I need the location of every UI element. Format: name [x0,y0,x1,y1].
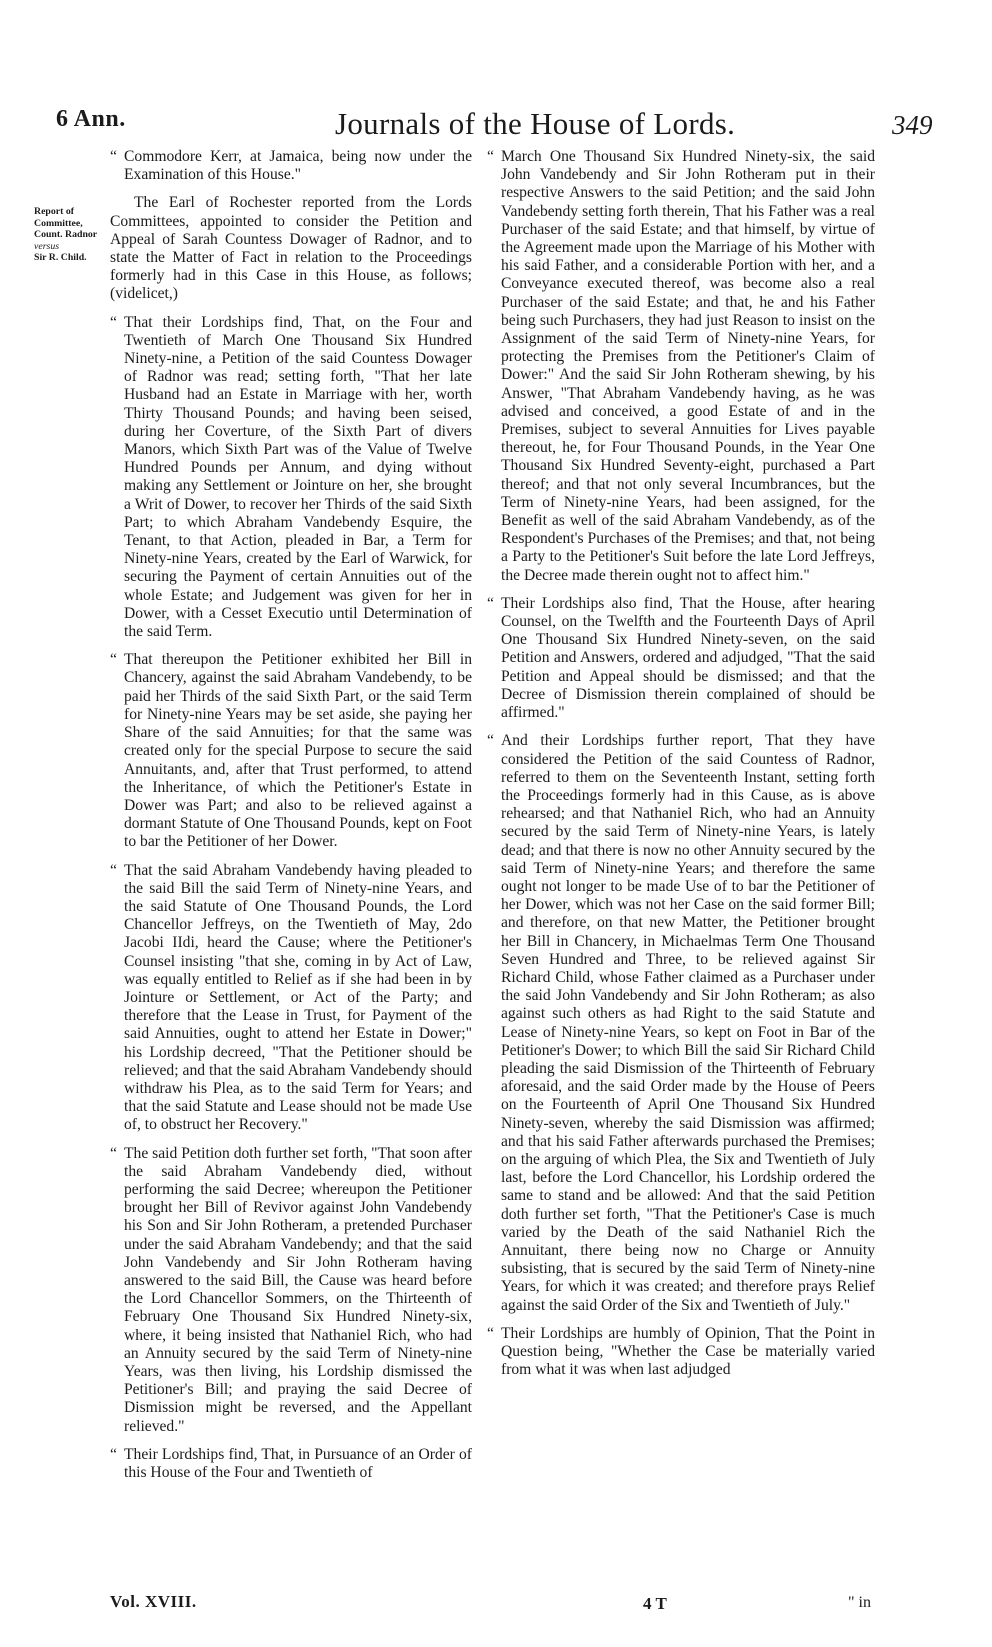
paragraph: “ And their Lordships further report, That they have considered the Petition of the said Countess of Radnor, referred to them on the Seventeenth Instant, setting forth the Proceedings formerly had in this Cause, as is above rehearsed; and that Nathaniel Rich, who had an Annuity secured by the said Term of Ninety-nine Years, is lately dead; and that there is now no other Annuity secured by the said Term of Ninety-nine Years; and therefore the same ought not longer to be made Use of to bar the Petitioner of her Dower, which was not her Case on the said former Bill; and therefore, on that new Matter, the Petitioner brought her Bill in Chancery, in Michaelmas Term One Thousand Seven Hundred and Three, to be relieved against Sir Richard Child, whose Father claimed as a Purchaser under the said John Vandebendy and Sir John Rotheram; as also against such others as had Right to the said Statute and Lease of Ninety-nine Years, so kept on Foot in Bar of the Petitioner's Dower; to which Bill the said Sir Richard Child pleading the said Dismission of the Thirteenth of February aforesaid, and the said Order made by the House of Peers on the Fourteenth of April One Thousand Six Hundred Ninety-seven, whereby the said Dismission was affirmed; and that his said Father afterwards purchased the Premises; on the arguing of which Plea, the Six and Twentieth of July last, before the Lord Chancellor, his Lordship ordered the same to stand and be allowed: And that the said Petition doth further set forth, "That the Petitioner's Case is much varied by the Death of the said Nathaniel Rich the Annuitant, there being now no Charge or Annuity subsisting, that is secured by the said Term of Ninety-nine Years, for which it was created; and therefore prays Relief against the said Order of the Six and Twentieth of July." [487,732,875,1315]
page-number: 349 [892,110,933,140]
paragraph: “ March One Thousand Six Hundred Ninety-six, the said John Vandebendy and Sir John Rotheram put in their respective Answers to the said Petition; and the said John Vandebendy setting forth therein, That his Father was a real Purchaser of the said Estate; and that himself, by virtue of the Agreement made upon the Marriage of his Mother with his said Father, and a considerable Portion with her, and a Conveyance executed thereof, was become also a real Purchaser of the said Estate; and that, he and his Father being such Purchasers, they had just Reason to insist on the Assignment of the said Term of Ninety-nine Years, for protecting the Premises from the Petitioner's Claim of Dower:" And the said Sir John Rotheram shewing, by his Answer, "That Abraham Vandebendy having, as he was advised and conceived, a good Estate of and in the Premises, subject to several Annuities for Lives payable thereout, he, for Four Thousand Pounds, in the Year One Thousand Six Hundred Seventy-eight, purchased a Part thereof; and that not only several Incumbrances, but the Term of Ninety-nine Years, had been assigned, for the Benefit as well of the said Abraham Vandebendy, as of the Respondent's Purchases of the Premises; and that, not being a Party to the Petitioner's Suit before the late Lord Jeffreys, the Decree made therein ought not to affect him." [487,148,875,585]
paragraph: “ Their Lordships find, That, in Pursuance of an Order of this House of the Four and Twentieth of [110,1446,472,1482]
paragraph: “ Commodore Kerr, at Jamaica, being now under the Examination of this House." [110,148,472,184]
catchword: " in [848,1594,871,1611]
margin-note [34,206,112,264]
margin-note-line: Sir R. Child. [34,252,87,263]
left-column [110,148,472,1608]
signature-mark: 4 T [643,1594,667,1613]
journal-title: Journals of the House of Lords. [335,106,736,141]
volume-label: Vol. XVIII. [110,1592,197,1611]
margin-note-line: Committee, [34,217,83,229]
paragraph: “ That their Lordships find, That, on the Four and Twentieth of March One Thousand Six Hundred Ninety-nine, a Petition of the said Countess Dowager of Radnor was read; setting forth, "That her late Husband had an Estate in Marriage with her, worth Thirty Thousand Pounds; and having been seised, during her Coverture, of the Sixth Part of divers Manors, which Sixth Part was of the Value of Twelve Hundred Pounds per Annum, and dying without making any Settlement or Jointure on her, she brought a Writ of Dower, to recover her Thirds of the said Sixth Part; to which Abraham Vandebendy Esquire, the Tenant, to that Action, pleaded in Bar, a Term for Ninety-nine Years, created by the Earl of Warwick, for securing the Payment of certain Annuities out of the whole Estate; and Judgement was given for her in Dower, with a Cesset Executio until Determination of the said Term. [110,314,472,642]
paragraph: “ That thereupon the Petitioner exhibited her Bill in Chancery, against the said Abraham Vandebendy, to be paid her Thirds of the said Sixth Part, or the said Term for Ninety-nine Years may be set aside, she paying her Share of the said Annuities; for that the same was created only for the special Purpose to secure the said Annuitants, and, after that Trust performed, to attend the Inheritance, of which the Petitioner's Estate in Dower was Part; and also to be relieved against a dormant Statute of One Thousand Pounds, kept on Foot to bar the Petitioner of her Dower. [110,651,472,851]
paragraph: The Earl of Rochester reported from the Lords Committees, appointed to consider the Petition and Appeal of Sarah Countess Dowager of Radnor, and to state the Matter of Fact in relation to the Proceedings formerly had in this Case in this House, as follows; (videlicet,) [110,194,472,303]
page-header [0,106,992,146]
paragraph: “ The said Petition doth further set forth, "That soon after the said Abraham Vandebendy died, without performing the said Decree; whereupon the Petitioner brought her Bill of Revivor against John Vandebendy his Son and Sir John Rotheram, a pretended Purchaser under the said Abraham Vandebendy; and that the said John Vandebendy and Sir John Rotheram having answered to the said Bill, the Cause was heard before the Lord Chancellor Sommers, on the Thirteenth of February One Thousand Six Hundred Ninety-six, where, it being insisted that Nathaniel Rich, who had an Annuity secured by the said Term of Ninety-nine Years, was then living, his Lordship dismissed the Petitioner's Bill; and praying the said Decree of Dismission might be reversed, and the Appellant relieved." [110,1145,472,1436]
margin-note-line: versus [34,240,60,252]
paragraph: “ Their Lordships also find, That the House, after hearing Counsel, on the Twelfth and the Fourteenth Days of April One Thousand Six Hundred Ninety-seven, on the said Petition and Answers, ordered and adjudged, "That the said Petition and Appeal should be dismissed; and that the Decree of Dismission therein complained of should be affirmed." [487,595,875,722]
paragraph: “ That the said Abraham Vandebendy having pleaded to the said Bill the said Term of Ninety-nine Years, and the said Statute of One Thousand Pounds, the Lord Chancellor Jeffreys, on the Twentieth of May, 2do Jacobi IIdi, heard the Cause; where the Petitioner's Counsel insisting "that she, coming in by Act of Law, was equally entitled to Relief as if she had been in by Jointure or Settlement, or Act of the Party; and therefore that the Lease in Trust, for Payment of the said Annuities, ought to attend her Estate in Dower;" his Lordship decreed, "That the Petitioner should be relieved; and that the said Abraham Vandebendy should withdraw his Plea, as to the said Term for Years; and that the said Statute and Lease should not be made Use of, to obstruct her Recovery." [110,862,472,1135]
right-column [487,148,875,1613]
margin-note-line: Report of [34,206,74,217]
regnal-year: 6 Ann. [56,106,126,132]
margin-note-line: Count. Radnor [34,229,98,240]
paragraph: “ Their Lordships are humbly of Opinion, That the Point in Question being, "Whether the Case be materially varied from what it was when last adjudged [487,1325,875,1380]
